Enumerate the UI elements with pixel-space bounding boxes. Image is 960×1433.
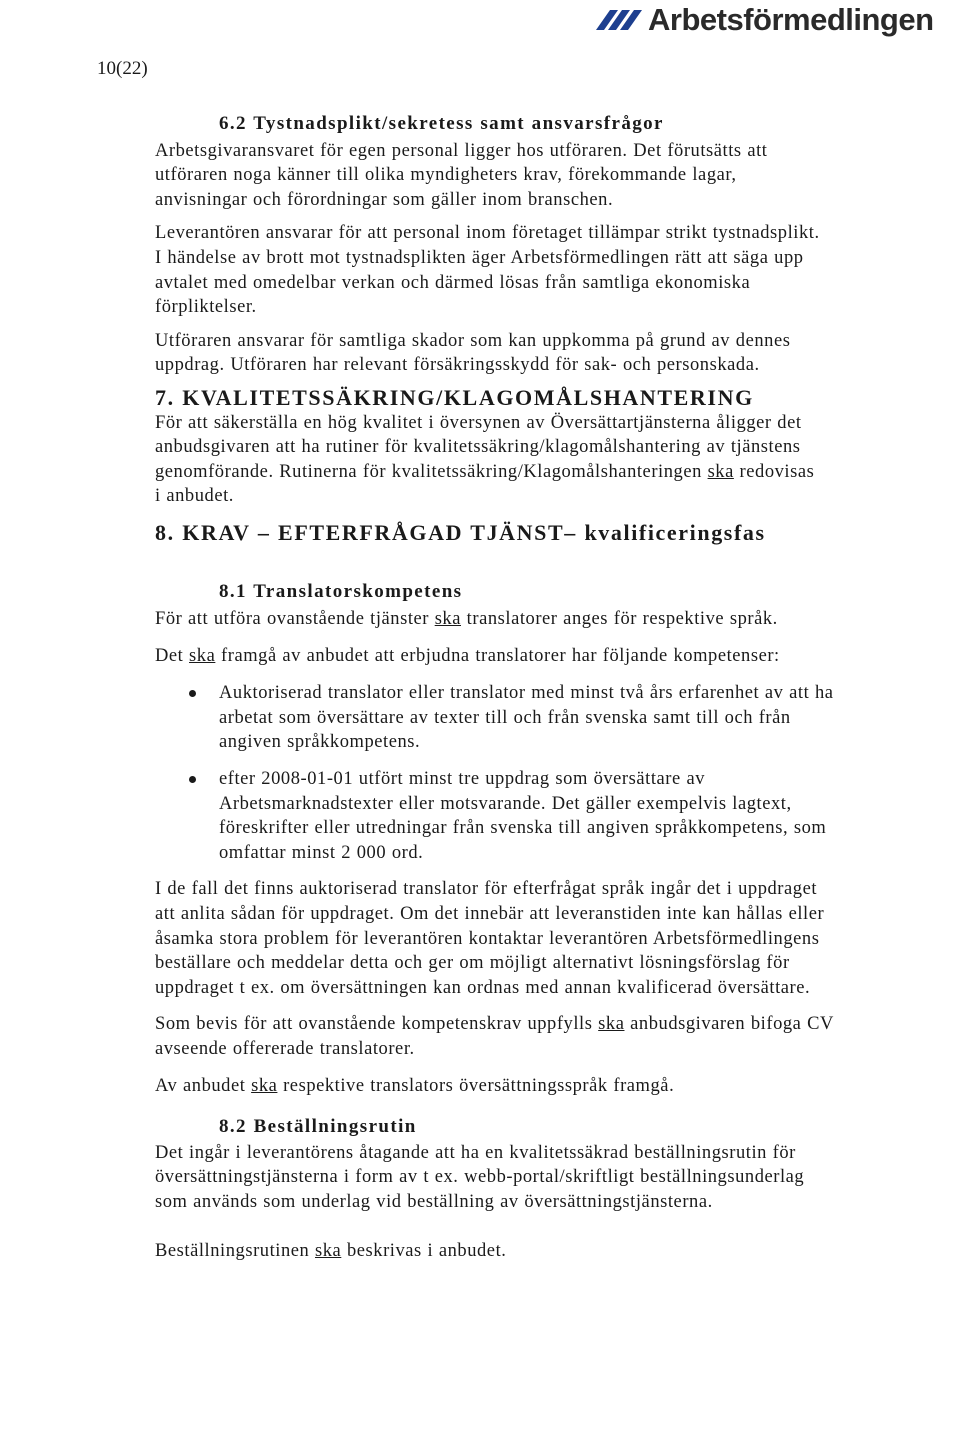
s82-paragraph-1 xyxy=(155,1141,960,1215)
section-8-2-heading: 8.2 Beställningsrutin xyxy=(219,1116,417,1138)
page-number: 10(22) xyxy=(97,58,148,79)
s62-paragraph-2 xyxy=(155,221,960,246)
list-item: efter 2008-01-01 utfört minst tre uppdrag som översättare av Arbetsmarknadstexter eller motsvarande. Det gäller exempelvis lagtext, föreskrifter eller utredningar från svenska till angiven språkkompetens, som omfattar minst 2 000 ord. xyxy=(155,767,960,865)
text-line: uppdrag. Utföraren har relevant försäkringsskydd för sak- och personskada. xyxy=(155,355,760,376)
text-line: utföraren noga känner till olika myndigheters krav, förekommande lagar, xyxy=(155,165,737,186)
s81-paragraph-1: För att utföra ovanstående tjänster ska translatorer anges för respektive språk. xyxy=(155,609,778,630)
text-line: översättningstjänsterna i form av t ex. webb-portal/skriftligt beställningsunderlag xyxy=(155,1167,805,1188)
s81-paragraph-2: Det ska framgå av anbudet att erbjudna translatorer har följande kompetenser: xyxy=(155,645,780,666)
s62-paragraph-3 xyxy=(155,246,960,320)
s82-paragraph-2: Beställningsrutinen ska beskrivas i anbudet. xyxy=(155,1240,507,1261)
text-line: anvisningar och förordningar som gäller inom branschen. xyxy=(155,189,614,210)
section-8-1-heading: 8.1 Translatorskompetens xyxy=(219,580,463,602)
bullet-icon xyxy=(189,776,196,783)
text-line: avseende offererade translatorer. xyxy=(155,1039,415,1059)
s62-paragraph-4 xyxy=(155,329,960,378)
text-line: uppdraget t ex. om översättningen kan ordnas med annan kvalificerad översättare. xyxy=(155,977,811,998)
text-line: För att säkerställa en hög kvalitet i översynen av Översättartjänsterna åligger det xyxy=(155,412,802,433)
text-line: beställare och meddelar detta och ger om möjligt alternativt lösningsförslag för xyxy=(155,953,790,974)
document-body xyxy=(155,108,960,1263)
section-6-2-heading: 6.2 Tystnadsplikt/sekretess samt ansvarsfrågor xyxy=(219,113,664,134)
arbetsformedlingen-logo xyxy=(596,0,934,40)
s62-paragraph-1 xyxy=(155,139,960,213)
text-line: åsamka stora problem för leverantören kontaktar leverantören Arbetsförmedlingens xyxy=(155,928,820,949)
text-line: Det ingår i leverantörens åtagande att ha en kvalitetssäkrad beställningsrutin för xyxy=(155,1142,796,1163)
text-line: att anlita sådan för uppdraget. Om det innebär att leveranstiden inte kan hållas eller xyxy=(155,904,825,925)
logo-mark-icon xyxy=(596,6,642,34)
s81-paragraph-3 xyxy=(155,877,960,1000)
text-line: Som bevis för att ovanstående kompetenskrav uppfylls ska anbudsgivaren bifoga CV xyxy=(155,1014,834,1035)
section-8-heading: 8. KRAV – EFTERFRÅGAD TJÄNST– kvalificeringsfas xyxy=(155,519,766,545)
text-line: förpliktelser. xyxy=(155,297,257,318)
section-7-heading: 7. KVALITETSSÄKRING/KLAGOMÅLSHANTERING xyxy=(155,384,754,410)
competence-list xyxy=(155,681,960,865)
logo-text: Arbetsförmedlingen xyxy=(648,2,934,37)
text-line: Utföraren ansvarar för samtliga skador som kan uppkomma på grund av dennes xyxy=(155,330,791,351)
s7-paragraph xyxy=(155,411,960,509)
bullet-icon xyxy=(189,690,196,697)
list-item: Auktoriserad translator eller translator med minst två års erfarenhet av att ha arbetat som översättare av texter till och från svenska samt till och från angiven språkkompetens. xyxy=(155,681,960,755)
text-line: genomförande. Rutinerna för kvalitetssäkring/Klagomålshanteringen ska redovisas xyxy=(155,461,815,482)
text-line: Arbetsgivaransvaret för egen personal ligger hos utföraren. Det förutsätts att xyxy=(155,140,768,161)
s81-paragraph-5: Av anbudet ska respektive translators översättningsspråk framgå. xyxy=(155,1075,675,1096)
text-line: I händelse av brott mot tystnadsplikten äger Arbetsförmedlingen rätt att säga upp xyxy=(155,247,804,268)
text-line: anbudsgivaren att ha rutiner för kvalitetssäkring/klagomålshantering av tjänstens xyxy=(155,437,801,458)
text-line: i anbudet. xyxy=(155,486,234,507)
text-line: Leverantören ansvarar för att personal inom företaget tillämpar strikt tystnadsplikt. xyxy=(155,223,820,244)
s81-paragraph-4 xyxy=(155,1012,960,1061)
text-line: som används som underlag vid beställning av översättningstjänsterna. xyxy=(155,1191,713,1212)
text-line: I de fall det finns auktoriserad translator för efterfrågat språk ingår det i uppdraget xyxy=(155,879,818,900)
text-line: avtalet med omedelbar verkan och därmed lösas från samtliga ekonomiska xyxy=(155,272,751,293)
